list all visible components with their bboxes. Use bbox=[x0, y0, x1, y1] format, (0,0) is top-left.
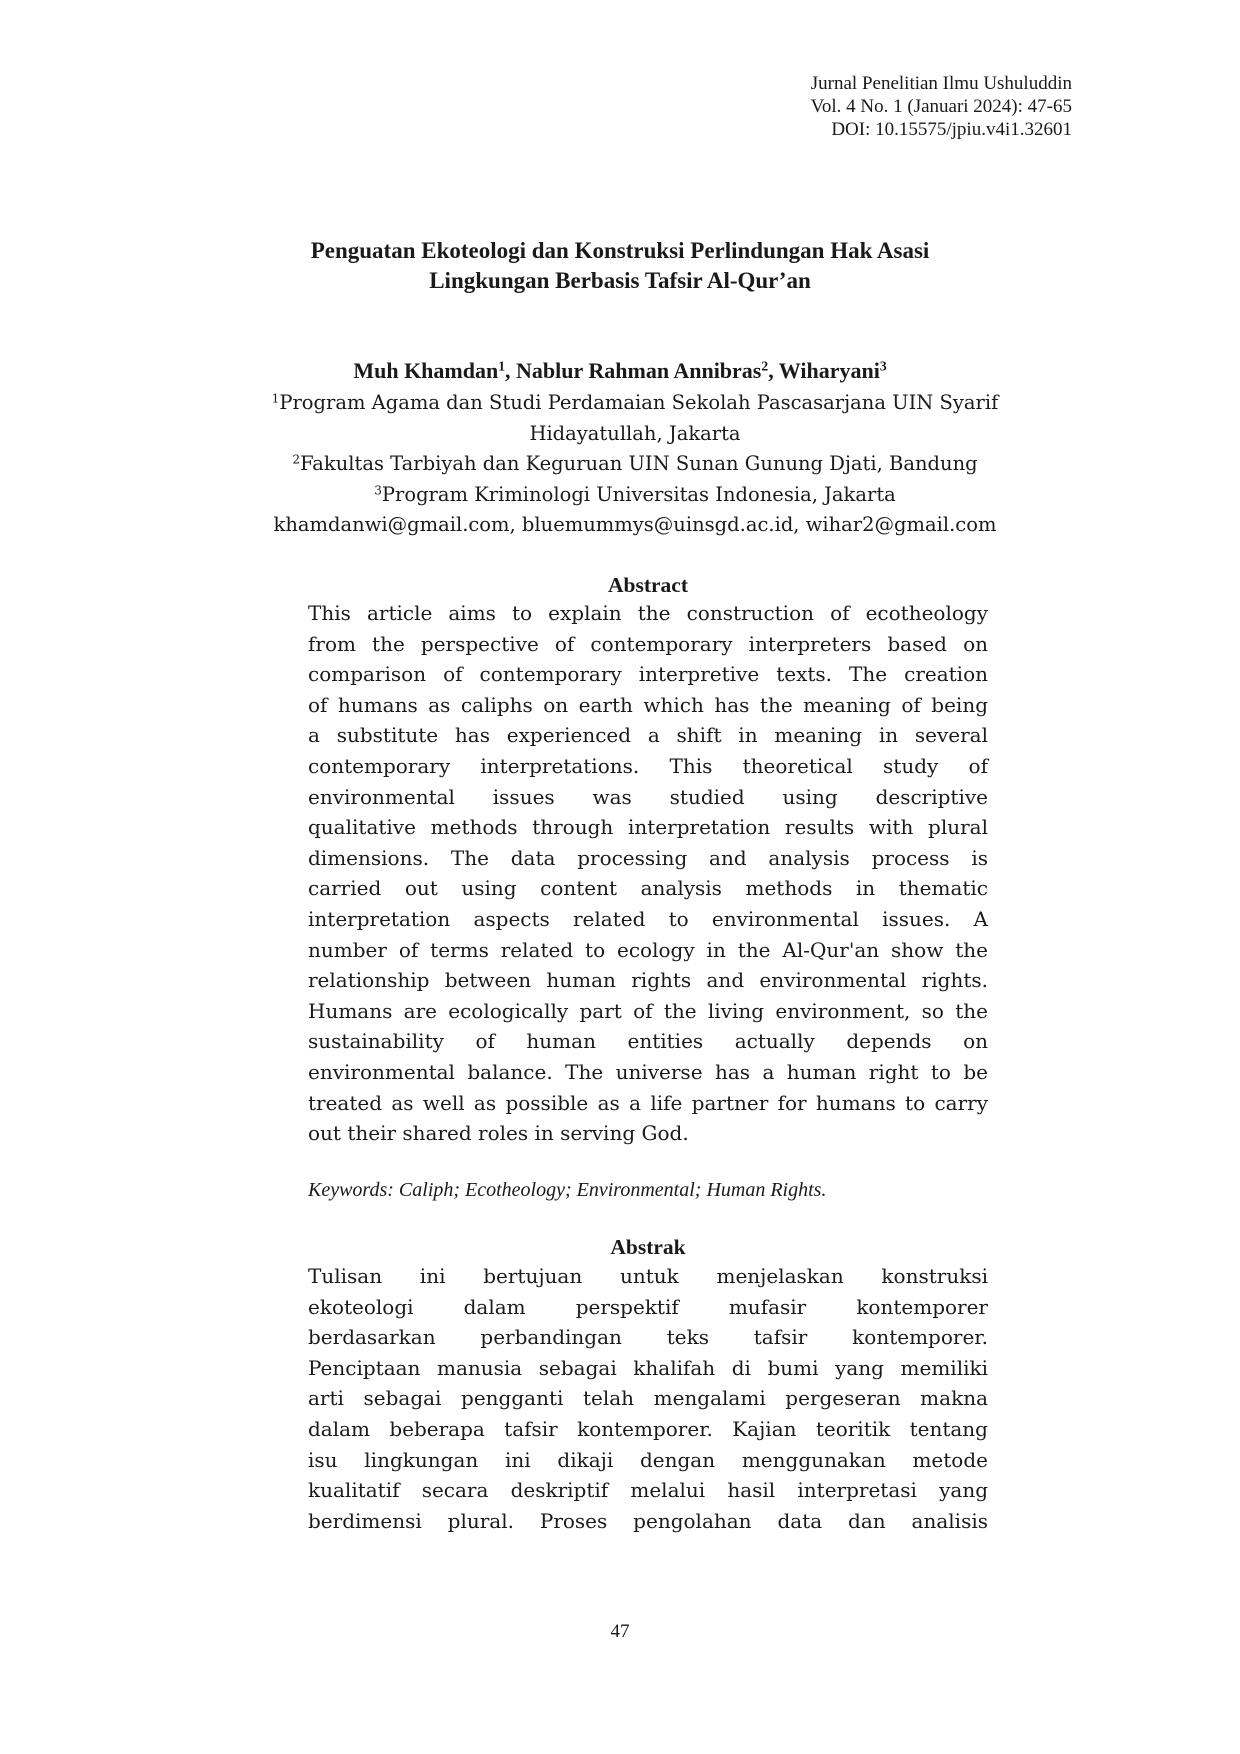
title-line-1: Penguatan Ekoteologi dan Konstruksi Perlindungan Hak Asasi bbox=[310, 238, 930, 263]
author-separator: , bbox=[505, 358, 517, 383]
paragraph-line: dimensions. The data processing and analysis process is bbox=[308, 845, 988, 870]
paragraph-line: Tulisan ini bertujuan untuk menjelaskan konstruksi bbox=[308, 1264, 988, 1288]
abstract-heading: Abstract bbox=[607, 573, 688, 597]
author-emails: khamdanwi@gmail.com, bluemummys@uinsgd.ac.id, wihar2@gmail.com bbox=[273, 513, 997, 536]
journal-name: Jurnal Penelitian Ilmu Ushuluddin bbox=[810, 73, 1072, 94]
title-line-2: Lingkungan Berbasis Tafsir Al-Qur’an bbox=[429, 268, 811, 293]
paragraph-line: environmental balance. The universe has a human right to be bbox=[308, 1059, 988, 1084]
paragraph-line: number of terms related to ecology in the Al-Qur'an show the bbox=[308, 937, 988, 962]
paragraph-line: dalam beberapa tafsir kontemporer. Kajian teoritik tentang bbox=[308, 1416, 988, 1441]
paragraph-line: a substitute has experienced a shift in meaning in several bbox=[308, 723, 988, 748]
affiliation-1-line-2: Hidayatullah, Jakarta bbox=[529, 421, 741, 445]
affiliation-superscript: 1 bbox=[271, 391, 280, 406]
paragraph-line: Humans are ecologically part of the living environment, so the bbox=[308, 998, 988, 1023]
paragraph-line: treated as well as possible as a life partner for humans to carry bbox=[308, 1090, 988, 1115]
paragraph-line: out their shared roles in serving God. bbox=[308, 1121, 689, 1146]
affiliation-superscript: 2 bbox=[292, 452, 301, 467]
paragraph-line: contemporary interpretations. This theoretical study of bbox=[308, 753, 988, 778]
author-list bbox=[200, 357, 1040, 385]
affiliations bbox=[200, 388, 1070, 541]
keywords: Keywords: Caliph; Ecotheology; Environmental; Human Rights. bbox=[308, 1179, 827, 1201]
paragraph-line: relationship between human rights and environmental rights. bbox=[308, 968, 988, 993]
paragraph-line: Penciptaan manusia sebagai khalifah di bumi yang memiliki bbox=[308, 1355, 988, 1380]
affiliation-1-line-1 bbox=[200, 388, 1070, 419]
author-name: Nablur Rahman Annibras bbox=[516, 358, 762, 383]
paragraph-line: carried out using content analysis methods in thematic bbox=[308, 876, 988, 901]
paragraph-line: comparison of contemporary interpretive texts. The creation bbox=[308, 662, 988, 687]
author-superscript: 2 bbox=[761, 358, 769, 374]
paragraph-line: berdasarkan perbandingan teks tafsir kontemporer. bbox=[308, 1325, 988, 1350]
paragraph-line: kualitatif secara deskriptif melalui hasil interpretasi yang bbox=[308, 1478, 988, 1503]
journal-doi: DOI: 10.15575/jpiu.v4i1.32601 bbox=[831, 119, 1072, 140]
paragraph-line: This article aims to explain the construction of ecotheology bbox=[308, 601, 988, 625]
author-name: Wiharyani bbox=[778, 358, 880, 383]
paragraph-line: interpretation aspects related to environmental issues. A bbox=[308, 906, 988, 931]
abstrak-body bbox=[308, 1261, 988, 1536]
affiliation-text: Program Agama dan Studi Perdamaian Sekolah Pascasarjana UIN Syarif bbox=[279, 391, 999, 414]
paragraph-line: from the perspective of contemporary interpreters based on bbox=[308, 631, 988, 656]
abstrak-heading: Abstrak bbox=[610, 1235, 686, 1259]
page-number: 47 bbox=[610, 1621, 630, 1642]
journal-header bbox=[472, 72, 1072, 141]
affiliation-text: Fakultas Tarbiyah dan Keguruan UIN Sunan Gunung Djati, Bandung bbox=[300, 452, 978, 475]
author-separator: , bbox=[768, 358, 779, 383]
paragraph-line: isu lingkungan ini dikaji dengan menggunakan metode bbox=[308, 1447, 988, 1472]
affiliation-3 bbox=[200, 480, 1070, 511]
paragraph-line: sustainability of human entities actually depends on bbox=[308, 1029, 988, 1054]
paragraph-line: ekoteologi dalam perspektif mufasir kontemporer bbox=[308, 1294, 988, 1319]
author-name: Muh Khamdan bbox=[353, 358, 499, 383]
affiliation-superscript: 3 bbox=[374, 482, 382, 497]
affiliation-text: Program Kriminologi Universitas Indonesia, Jakarta bbox=[381, 482, 896, 506]
paragraph-line: of humans as caliphs on earth which has the meaning of being bbox=[308, 692, 988, 717]
paragraph-line: qualitative methods through interpretation results with plural bbox=[308, 815, 988, 840]
paper-title bbox=[200, 236, 1040, 296]
author-superscript: 3 bbox=[879, 358, 887, 374]
journal-volume: Vol. 4 No. 1 (Januari 2024): 47-65 bbox=[810, 96, 1072, 117]
paragraph-line: berdimensi plural. Proses pengolahan data dan analisis bbox=[308, 1508, 988, 1533]
affiliation-2 bbox=[200, 449, 1070, 480]
abstract-body bbox=[308, 598, 988, 1149]
author-superscript: 1 bbox=[498, 358, 506, 374]
paragraph-line: arti sebagai pengganti telah mengalami pergeseran makna bbox=[308, 1386, 988, 1411]
paragraph-line: environmental issues was studied using descriptive bbox=[308, 784, 988, 809]
